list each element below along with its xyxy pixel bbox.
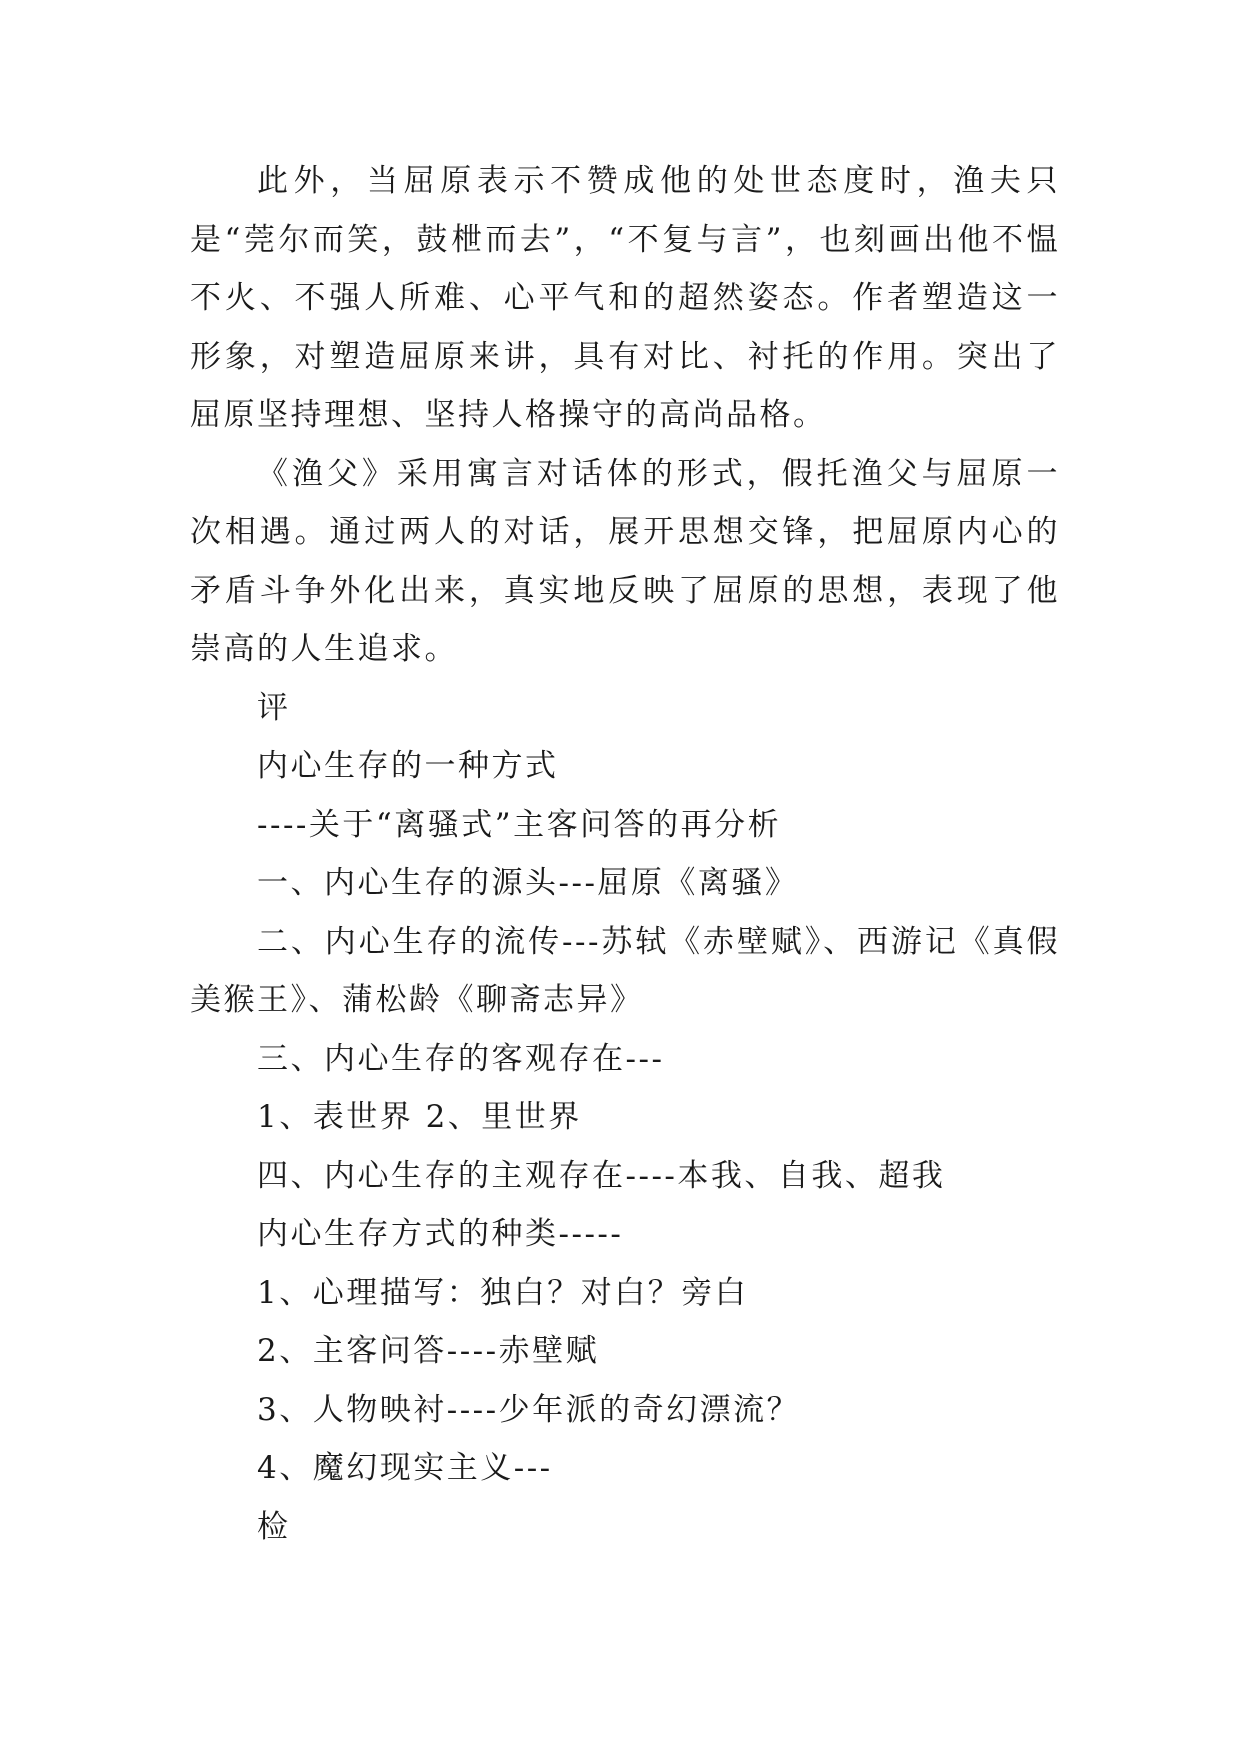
outline-item-1: 一、内心生存的源头---屈原《离骚》 <box>257 865 799 901</box>
essay-subtitle: ----关于“离骚式”主客问答的再分析 <box>257 806 782 843</box>
outline-item-2: 二、内心生存的流传---苏轼《赤壁赋》、西游记《真假美猴王》、蒲松龄《聊斋志异》 <box>190 923 1060 1018</box>
outline-item-3: 三、内心生存的客观存在--- <box>257 1040 665 1077</box>
outline-item-3-sub: 1、表世界 2、里世界 <box>257 1099 582 1135</box>
paragraph-fisherman-attitude: 此外，当屈原表示不赞成他的处世态度时，渔夫只是“莞尔而笑，鼓枻而去”，“不复与言”，也刻画出他不愠不火、不强人所难、心平气和的超然姿态。作者塑造这一形象，对塑造屈原来讲，具有对比、衬托的作用。突出了屈原坚持理想、坚持人格操守的高尚品格。 <box>190 163 1060 433</box>
types-heading: 内心生存方式的种类----- <box>257 1216 624 1252</box>
type-item-1: 1、心理描写：独白？对白？旁白 <box>257 1274 749 1311</box>
type-item-3: 3、人物映衬----少年派的奇幻漂流？ <box>257 1391 801 1428</box>
outline-item-4: 四、内心生存的主观存在----本我、自我、超我 <box>257 1157 946 1194</box>
document-body <box>190 152 1060 1556</box>
paragraph-yufu-form: 《渔父》采用寓言对话体的形式，假托渔父与屈原一次相遇。通过两人的对话，展开思想交锋，把屈原内心的矛盾斗争外化出来，真实地反映了屈原的思想，表现了他崇高的人生追求。 <box>190 455 1060 667</box>
type-item-2: 2、主客问答----赤壁赋 <box>257 1333 600 1369</box>
type-item-4: 4、魔幻现实主义--- <box>257 1450 553 1486</box>
essay-title: 内心生存的一种方式 <box>257 748 559 784</box>
section-heading-ping: 评 <box>257 689 291 726</box>
section-heading-jian: 检 <box>257 1508 291 1545</box>
